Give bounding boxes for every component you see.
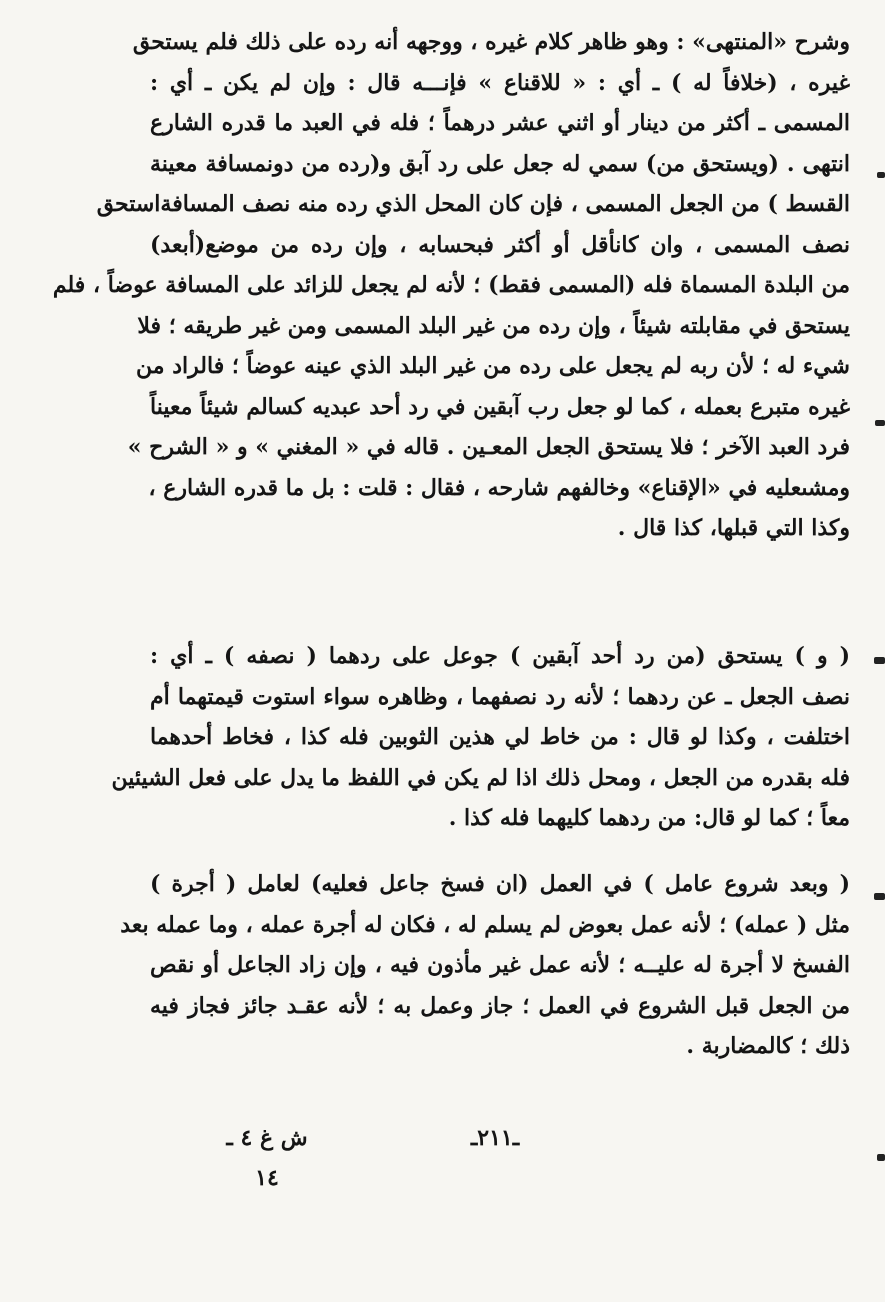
margin-mark bbox=[875, 420, 885, 426]
text-line: ذلك ؛ كالمضاربة . bbox=[686, 1033, 850, 1059]
text-line: نصف الجعل ـ عن ردهما ؛ لأنه رد نصفهما ، وظاهره سواء استوت قيمتهما أم bbox=[150, 683, 850, 710]
text-line: وكذا التي قبلها، كذا قال . bbox=[617, 515, 850, 541]
margin-mark bbox=[877, 1154, 885, 1161]
text-line: ( وبعد شروع عامل ) في العمل (ان فسخ جاعل فعليه) لعامل ( أجرة ) bbox=[150, 871, 850, 897]
text-line: ومشىعليه في «الإقناع» وخالفهم شارحه ، فقال : قلت : بل ما قدره الشارع ، bbox=[148, 474, 850, 501]
text-line: يستحق في مقابلته شيئاً ، وإن رده من غير البلد المسمى ومن غير طريقه ؛ فلا bbox=[137, 312, 850, 339]
text-line: فله بقدره من الجعل ، ومحل ذلك اذا لم يكن في اللفظ ما يدل على فعل الشيئين bbox=[111, 764, 850, 791]
signature-code: ش غ ٤ ـ ١٤ bbox=[226, 1125, 308, 1191]
paragraph-2 bbox=[111, 636, 850, 856]
margin-mark bbox=[874, 657, 885, 664]
text-line: غيره متبرع بعمله ، كما لو جعل رب آبقين في رد أحد عبديه كسالم شيئاً معيناً bbox=[150, 393, 850, 420]
text-line: الفسخ لا أجرة له عليــه ؛ لأنه عمل غير مأذون فيه ، وإن زاد الجاعل أو نقص bbox=[150, 952, 850, 978]
text-line: من البلدة المسماة فله (المسمى فقط) ؛ لأنه لم يجعل للزائد على المسافة عوضاً ، فلم bbox=[52, 272, 850, 298]
text-line: مثل ( عمله) ؛ لأنه عمل بعوض لم يسلم له ، فكان له أجرة عمله ، وما عمله بعد bbox=[120, 911, 850, 938]
text-line: ( و ) يستحق (من رد أحد آبقين ) جوعل على ردهما ( نصفه ) ـ أي : bbox=[150, 643, 850, 669]
text-line: المسمى ـ أكثر من دينار أو اثني عشر درهماً ؛ فله في العبد ما قدره الشارع bbox=[150, 110, 850, 136]
page-number: ـ٢١١ـ bbox=[470, 1125, 520, 1151]
text-line: فرد العبد الآخر ؛ فلا يستحق الجعل المعـين . قاله في « المغني » و « الشرح » bbox=[127, 434, 850, 460]
paragraph-3 bbox=[120, 864, 850, 1084]
text-line: من الجعل قبل الشروع في العمل ؛ جاز وعمل به ؛ لأنه عقـد جائز فجاز فيه bbox=[150, 992, 850, 1019]
text-line: شيء له ؛ لأن ربه لم يجعل على رده من غير البلد الذي عينه عوضاً ؛ فالراد من bbox=[136, 353, 850, 379]
text-line: وشرح «المنتهى» : وهو ظاهر كلام غيره ، ووجهه أنه رده على ذلك فلم يستحق bbox=[132, 29, 850, 55]
margin-mark bbox=[874, 893, 885, 900]
text-line: نصف المسمى ، وان كانأقل أو أكثر فبحسابه ، وإن رده من موضع(أبعد) bbox=[150, 231, 850, 258]
text-line: غيره ، (خلافاً له ) ـ أي : « للاقناع » فإنـــه قال : وإن لم يكن ـ أي : bbox=[150, 69, 850, 96]
text-line: القسط ) من الجعل المسمى ، فإن كان المحل الذي رده منه نصف المسافةاستحق bbox=[96, 191, 850, 217]
margin-mark bbox=[877, 172, 885, 178]
text-line: انتهى . (ويستحق من) سمي له جعل على رد آبق و(رده من دونمسافة معينة bbox=[150, 150, 850, 177]
text-line: معاً ؛ كما لو قال: من ردهما كليهما فله كذا . bbox=[448, 805, 850, 831]
text-line: اختلفت ، وكذا لو قال : من خاط لي هذين الثوبين فله كذا ، فخاط أحدهما bbox=[150, 724, 850, 750]
paragraph-1 bbox=[52, 22, 850, 582]
